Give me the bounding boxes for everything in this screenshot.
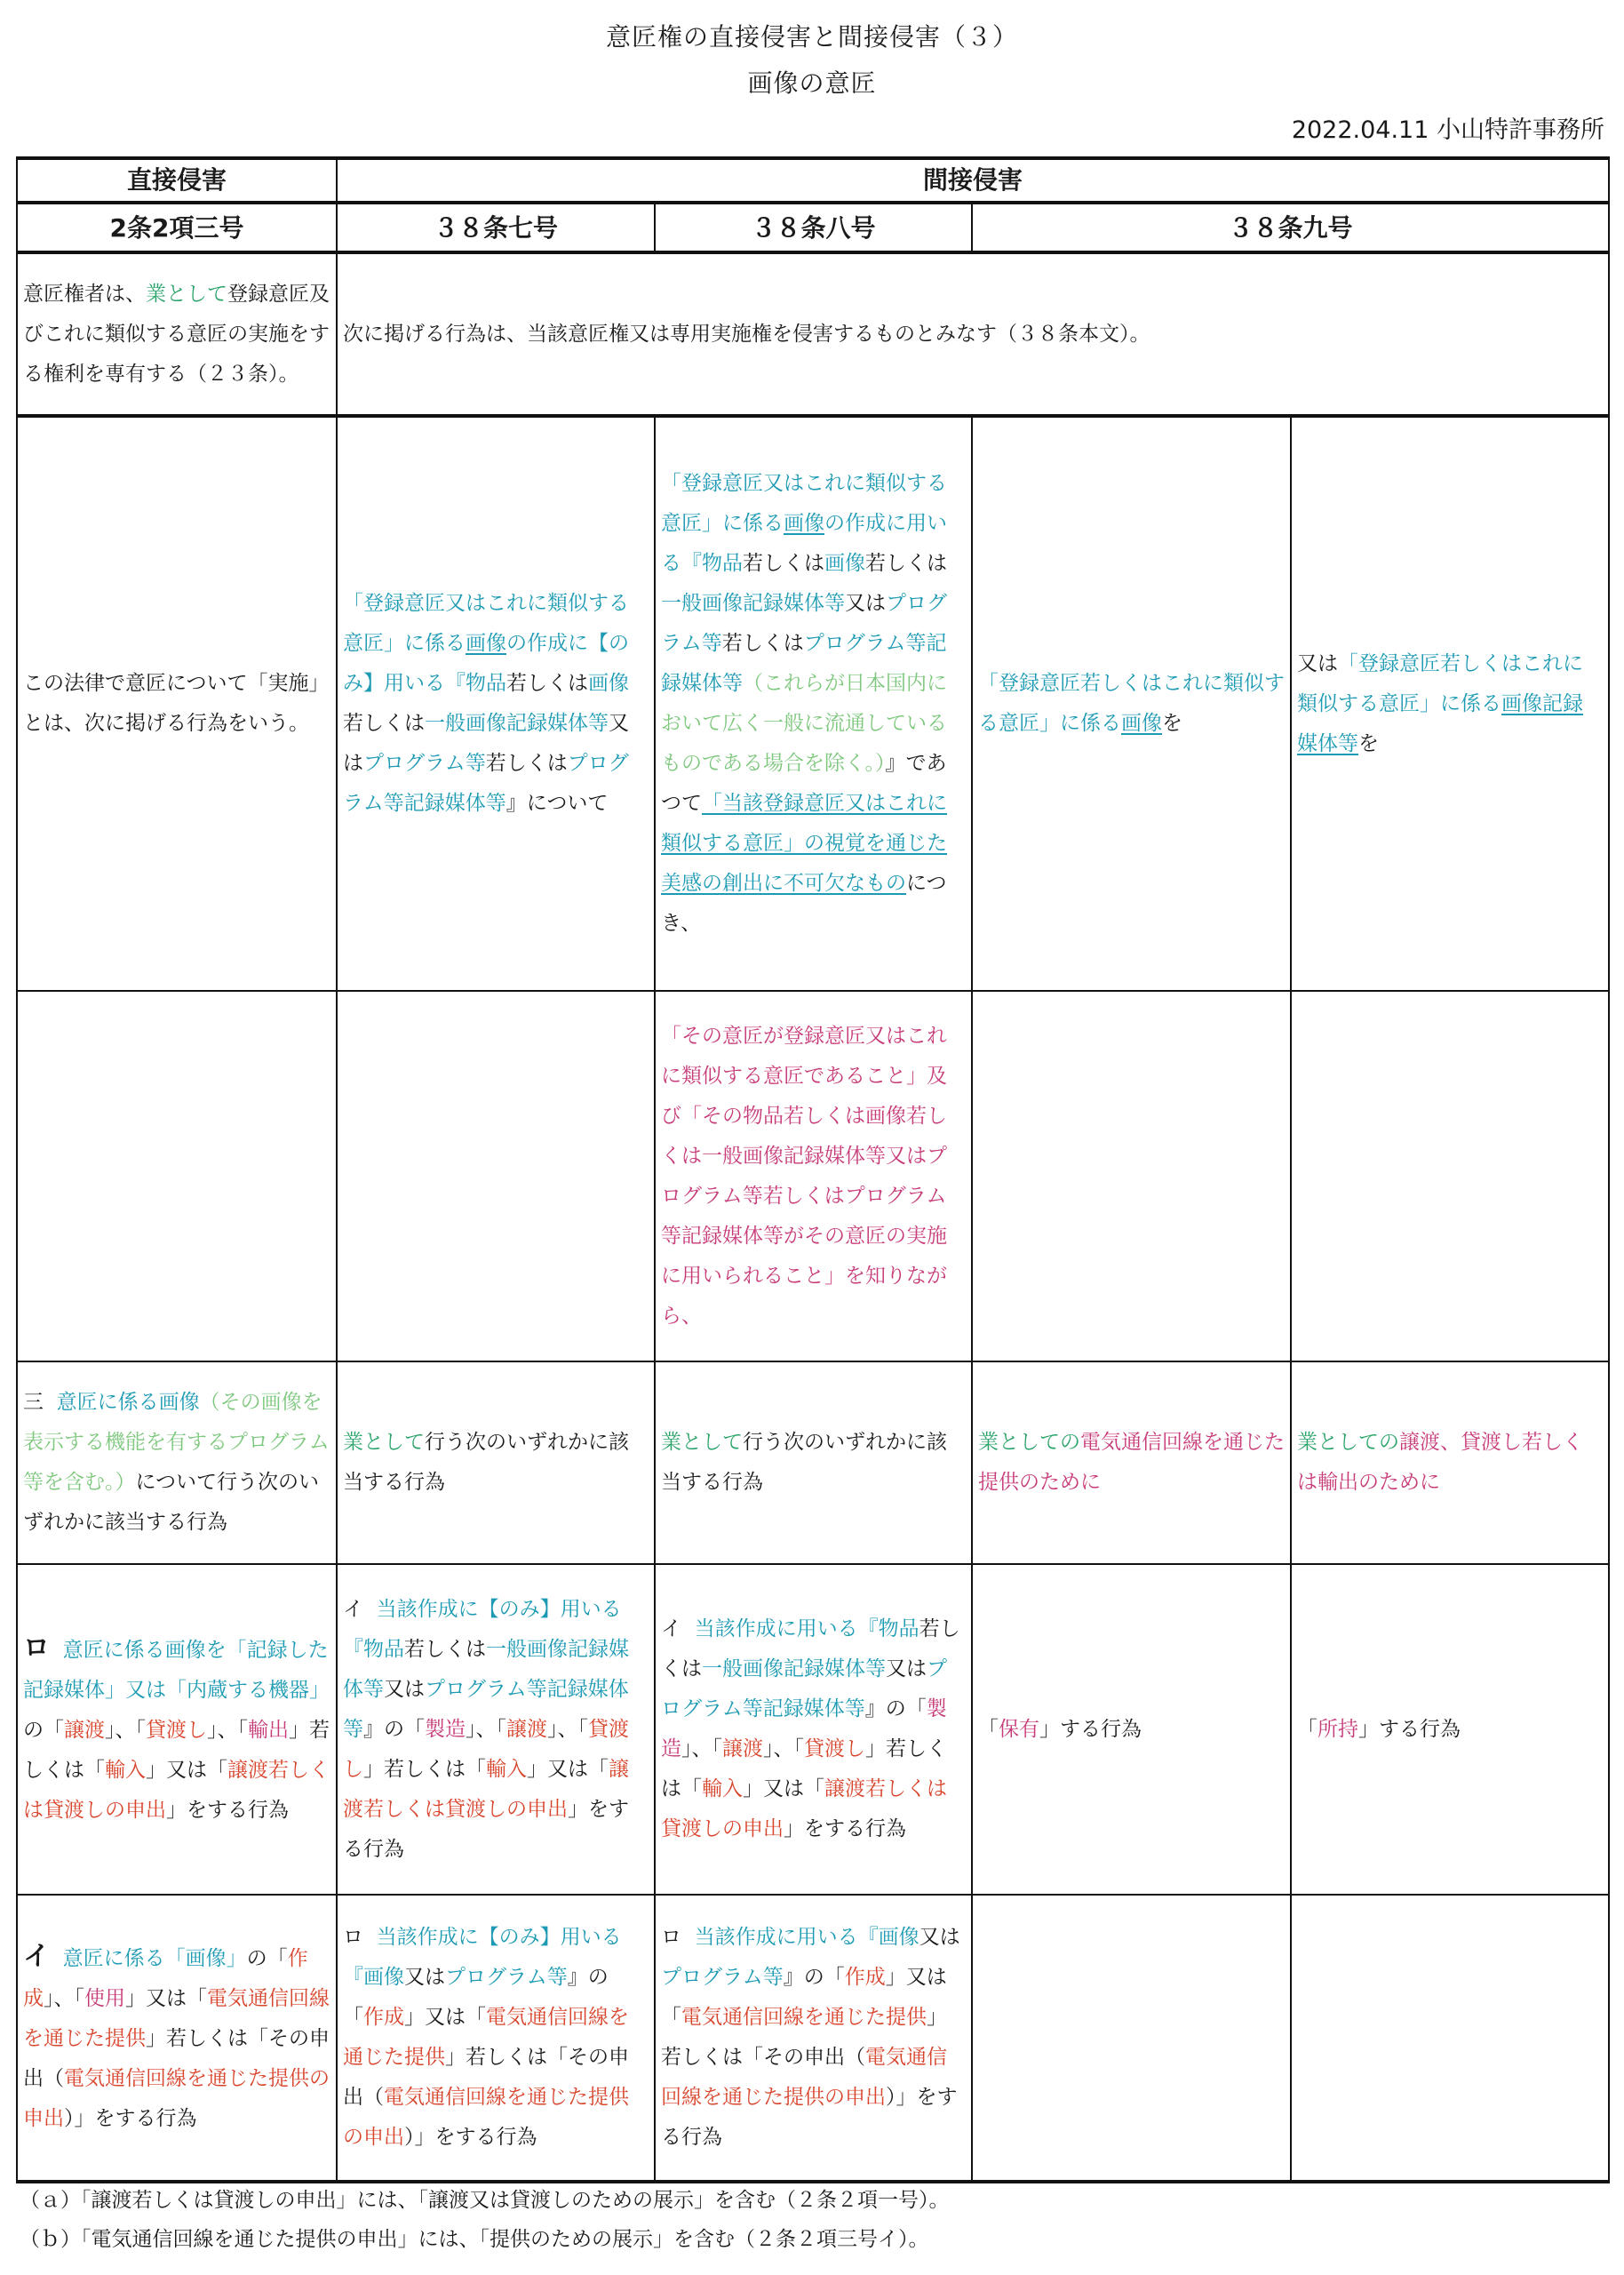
cell-art38-main: 次に掲げる行為は、当該意匠権又は専用実施権を侵害するものとみなす（３８条本文）。 xyxy=(337,252,1609,416)
cell-38-8-business: 業として行う次のいずれかに該当する行為 xyxy=(655,1361,972,1564)
cell-38-9-purpose-provision: 業としての電気通信回線を通じた提供のために xyxy=(972,1361,1291,1564)
cell-38-7-ro: ロ 当該作成に【のみ】用いる『画像又はプログラム等』の「作成」又は「電気通信回線を通じた提供」若しくは「その申出（電気通信回線を通じた提供の申出）」をする行為 xyxy=(337,1895,655,2182)
cell-empty xyxy=(17,991,337,1361)
cell-38-7-object: 「登録意匠又はこれに類似する意匠」に係る画像の作成に【のみ】用いる『物品若しくは画像若しくは一般画像記録媒体等又はプログラム等若しくはプログラム等記録媒体等』について xyxy=(337,416,655,991)
cell-item-3-i: イ 意匠に係る「画像」の「作成」、「使用」又は「電気通信回線を通じた提供」若しくは「その申出（電気通信回線を通じた提供の申出）」をする行為 xyxy=(17,1895,337,2182)
header-indirect: 間接侵害 xyxy=(337,158,1609,203)
footnote-b: （ｂ）「電気通信回線を通じた提供の申出」には、「提供のための展示」を含む（２条２項三号イ）。 xyxy=(20,2228,929,2251)
cell-38-8-i: イ 当該作成に用いる『物品若しくは一般画像記録媒体等又はプログラム等記録媒体等』の「製造」、「譲渡」、「貸渡し」若しくは「輸入」又は「譲渡若しくは貸渡しの申出」をする行為 xyxy=(655,1564,972,1895)
header-art38-9: ３８条九号 xyxy=(972,203,1609,252)
cell-item-3: 三 意匠に係る画像（その画像を表示する機能を有するプログラム等を含む。）について行う次のいずれかに該当する行為 xyxy=(17,1361,337,1564)
row-knowledge xyxy=(17,991,1609,1361)
cell-empty xyxy=(1291,991,1609,1361)
cell-38-9-purpose-transfer: 業としての譲渡、貸渡し若しくは輸出のために xyxy=(1291,1361,1609,1564)
cell-empty xyxy=(1291,1895,1609,2182)
cell-38-8-ro: ロ 当該作成に用いる『画像又はプログラム等』の「作成」又は「電気通信回線を通じた提供」若しくは「その申出（電気通信回線を通じた提供の申出）」をする行為 xyxy=(655,1895,972,2182)
footnote-a: （ａ）「譲渡若しくは貸渡しの申出」には、「譲渡又は貸渡しのための展示」を含む（２条２項一号）。 xyxy=(20,2189,950,2212)
infringement-table xyxy=(16,156,1610,2183)
cell-38-8-object: 「登録意匠又はこれに類似する意匠」に係る画像の作成に用いる『物品若しくは画像若しくは一般画像記録媒体等又はプログラム等若しくはプログラム等記録媒体等（これらが日本国内において広く一般に流通しているものである場合を除く。）』であつて「当該登録意匠又はこれに類似する意匠」の視覚を通じた美感の創出に不可欠なものにつき、 xyxy=(655,416,972,991)
row-media-acts xyxy=(17,1564,1609,1895)
document-subtitle: 画像の意匠 xyxy=(747,68,877,98)
document-title: 意匠権の直接侵害と間接侵害（３） xyxy=(605,22,1018,52)
cell-38-8-knowledge: 「その意匠が登録意匠又はこれに類似する意匠であること」及び「その物品若しくは画像若しくは一般画像記録媒体等又はプログラム等若しくはプログラム等記録媒体等がその意匠の実施に用いられること」を知りながら、 xyxy=(655,991,972,1361)
dateline: 2022.04.11 小山特許事務所 xyxy=(1291,116,1604,144)
cell-empty xyxy=(972,991,1291,1361)
cell-38-9-possess: 「所持」する行為 xyxy=(1291,1564,1609,1895)
header-row-articles xyxy=(17,203,1609,252)
footnotes xyxy=(20,2181,950,2259)
cell-38-9-media: 又は「登録意匠若しくはこれに類似する意匠」に係る画像記録媒体等を xyxy=(1291,416,1609,991)
header-art2-2-3: 2条2項三号 xyxy=(17,203,337,252)
cell-empty xyxy=(972,1895,1291,2182)
row-objects xyxy=(17,416,1609,991)
row-business xyxy=(17,1361,1609,1564)
cell-item-3-ro: ロ 意匠に係る画像を「記録した記録媒体」又は「内蔵する機器」の「譲渡」、「貸渡し」、「輸出」若しくは「輸入」又は「譲渡若しくは貸渡しの申出」をする行為 xyxy=(17,1564,337,1895)
cell-38-9-image: 「登録意匠若しくはこれに類似する意匠」に係る画像を xyxy=(972,416,1291,991)
row-main-provisions xyxy=(17,252,1609,416)
header-direct: 直接侵害 xyxy=(17,158,337,203)
cell-38-7-i: イ 当該作成に【のみ】用いる『物品若しくは一般画像記録媒体等又はプログラム等記録媒体等』の「製造」、「譲渡」、「貸渡し」若しくは「輸入」又は「譲渡若しくは貸渡しの申出」をする行為 xyxy=(337,1564,655,1895)
header-art38-8: ３８条八号 xyxy=(655,203,972,252)
cell-art23: 意匠権者は、業として登録意匠及びこれに類似する意匠の実施をする権利を専有する（２３条）。 xyxy=(17,252,337,416)
cell-definition: この法律で意匠について「実施」とは、次に掲げる行為をいう。 xyxy=(17,416,337,991)
header-row-category xyxy=(17,158,1609,203)
cell-empty xyxy=(337,991,655,1361)
row-image-acts xyxy=(17,1895,1609,2182)
cell-38-7-business: 業として行う次のいずれかに該当する行為 xyxy=(337,1361,655,1564)
header-art38-7: ３８条七号 xyxy=(337,203,655,252)
cell-38-9-hold: 「保有」する行為 xyxy=(972,1564,1291,1895)
